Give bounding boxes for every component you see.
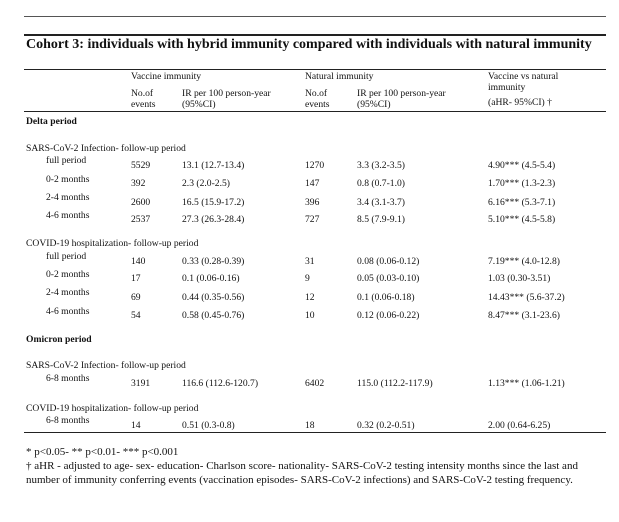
cell-vaccine-ir: 116.6 (112.6-120.7): [182, 378, 259, 389]
table-title: [26, 36, 601, 53]
cell-natural-ir: 0.1 (0.06-0.18): [357, 292, 415, 303]
cell-ahr: 7.19*** (4.0-12.8): [488, 256, 560, 267]
cell-vaccine-events: 54: [131, 310, 141, 321]
cell-ahr: 1.13*** (1.06-1.21): [488, 378, 565, 389]
cell-vaccine-events: 392: [131, 178, 146, 189]
cell-natural-events: 396: [305, 197, 320, 208]
cell-ahr: 1.70*** (1.3-2.3): [488, 178, 556, 189]
row-label: 4-6 months: [46, 210, 90, 221]
header-natural-events-2: events: [305, 99, 330, 110]
cell-natural-events: 6402: [305, 378, 325, 389]
cell-ahr: 6.16*** (5.3-7.1): [488, 197, 556, 208]
cell-ahr: 1.03 (0.30-3.51): [488, 273, 551, 284]
cell-vaccine-ir: 0.33 (0.28-0.39): [182, 256, 245, 267]
cell-vaccine-ir: 16.5 (15.9-17.2): [182, 197, 245, 208]
cell-ahr: 4.90*** (4.5-5.4): [488, 160, 556, 171]
subheader-rule: [24, 111, 606, 112]
header-vaccine-events-2: events: [131, 99, 156, 110]
cell-vaccine-ir: 27.3 (26.3-28.4): [182, 214, 245, 225]
row-label: 4-6 months: [46, 306, 90, 317]
subsection-delta-hospitalization: COVID-19 hospitalization- follow-up period: [26, 238, 199, 249]
subsection-omicron-infection: SARS-CoV-2 Infection- follow-up period: [26, 360, 186, 371]
header-rule: [24, 69, 606, 70]
header-natural-events-1: No.of: [305, 88, 328, 99]
cell-natural-ir: 8.5 (7.9-9.1): [357, 214, 405, 225]
cell-vaccine-events: 2600: [131, 197, 151, 208]
cell-vaccine-events: 2537: [131, 214, 151, 225]
header-comparison-1: Vaccine vs natural: [488, 71, 559, 82]
cell-natural-events: 9: [305, 273, 310, 284]
cell-vaccine-ir: 2.3 (2.0-2.5): [182, 178, 230, 189]
cell-natural-events: 10: [305, 310, 315, 321]
header-comparison-3: (aHR- 95%CI) †: [488, 97, 552, 108]
cell-vaccine-events: 14: [131, 420, 141, 431]
subsection-omicron-hospitalization: COVID-19 hospitalization- follow-up period: [26, 403, 199, 414]
cell-ahr: 5.10*** (4.5-5.8): [488, 214, 556, 225]
cell-natural-events: 18: [305, 420, 315, 431]
header-natural-ir-1: IR per 100 person-year: [357, 88, 446, 99]
cell-natural-ir: 0.08 (0.06-0.12): [357, 256, 420, 267]
cell-vaccine-ir: 13.1 (12.7-13.4): [182, 160, 245, 171]
row-label: full period: [46, 155, 87, 166]
row-label: 0-2 months: [46, 174, 90, 185]
header-comparison-2: immunity: [488, 82, 526, 93]
row-label: 6-8 months: [46, 373, 90, 384]
footnote-significance: * p<0.05- ** p<0.01- *** p<0.001: [26, 446, 179, 458]
cell-vaccine-ir: 0.51 (0.3-0.8): [182, 420, 235, 431]
bottom-rule: [24, 432, 606, 433]
title-description: : individuals with hybrid immunity compared with individuals with natural immunity: [79, 37, 592, 52]
cell-natural-events: 727: [305, 214, 320, 225]
row-label: 0-2 months: [46, 269, 90, 280]
header-vaccine-ir-2: (95%CI): [182, 99, 216, 110]
cell-natural-ir: 0.05 (0.03-0.10): [357, 273, 420, 284]
cell-natural-ir: 115.0 (112.2-117.9): [357, 378, 433, 389]
cell-vaccine-events: 140: [131, 256, 146, 267]
cell-vaccine-events: 69: [131, 292, 141, 303]
cell-natural-events: 1270: [305, 160, 325, 171]
section-delta: Delta period: [26, 116, 77, 127]
cell-natural-ir: 0.8 (0.7-1.0): [357, 178, 405, 189]
cell-vaccine-events: 3191: [131, 378, 151, 389]
cell-vaccine-ir: 0.44 (0.35-0.56): [182, 292, 245, 303]
footnote-ahr: † aHR - adjusted to age- sex- education- Charlson score- nationality- SARS-CoV-2 testing intensity months since the last and number of immunity conferring events (vaccination episodes- SARS-CoV-2 infections) and SARS-CoV-2 testing frequency.: [26, 460, 578, 486]
cell-natural-events: 147: [305, 178, 320, 189]
title-cohort: Cohort 3: [26, 37, 80, 52]
cell-natural-events: 12: [305, 292, 315, 303]
header-vaccine-ir-1: IR per 100 person-year: [182, 88, 271, 99]
row-label: 2-4 months: [46, 192, 90, 203]
section-omicron: Omicron period: [26, 334, 92, 345]
cell-ahr: 14.43*** (5.6-37.2): [488, 292, 565, 303]
header-vaccine-immunity: Vaccine immunity: [131, 71, 202, 82]
row-label: full period: [46, 251, 87, 262]
header-natural-ir-2: (95%CI): [357, 99, 391, 110]
cell-ahr: 2.00 (0.64-6.25): [488, 420, 551, 431]
cell-vaccine-events: 17: [131, 273, 141, 284]
header-natural-immunity: Natural immunity: [305, 71, 374, 82]
row-label: 2-4 months: [46, 287, 90, 298]
header-vaccine-events-1: No.of: [131, 88, 154, 99]
cell-natural-ir: 3.4 (3.1-3.7): [357, 197, 405, 208]
cell-vaccine-ir: 0.1 (0.06-0.16): [182, 273, 240, 284]
cell-vaccine-events: 5529: [131, 160, 151, 171]
cell-natural-ir: 0.12 (0.06-0.22): [357, 310, 420, 321]
cell-natural-ir: 3.3 (3.2-3.5): [357, 160, 405, 171]
cell-natural-events: 31: [305, 256, 315, 267]
top-rule: [24, 16, 606, 17]
cell-ahr: 8.47*** (3.1-23.6): [488, 310, 560, 321]
subsection-delta-infection: SARS-CoV-2 Infection- follow-up period: [26, 143, 186, 154]
cell-natural-ir: 0.32 (0.2-0.51): [357, 420, 415, 431]
row-label: 6-8 months: [46, 415, 90, 426]
cell-vaccine-ir: 0.58 (0.45-0.76): [182, 310, 245, 321]
